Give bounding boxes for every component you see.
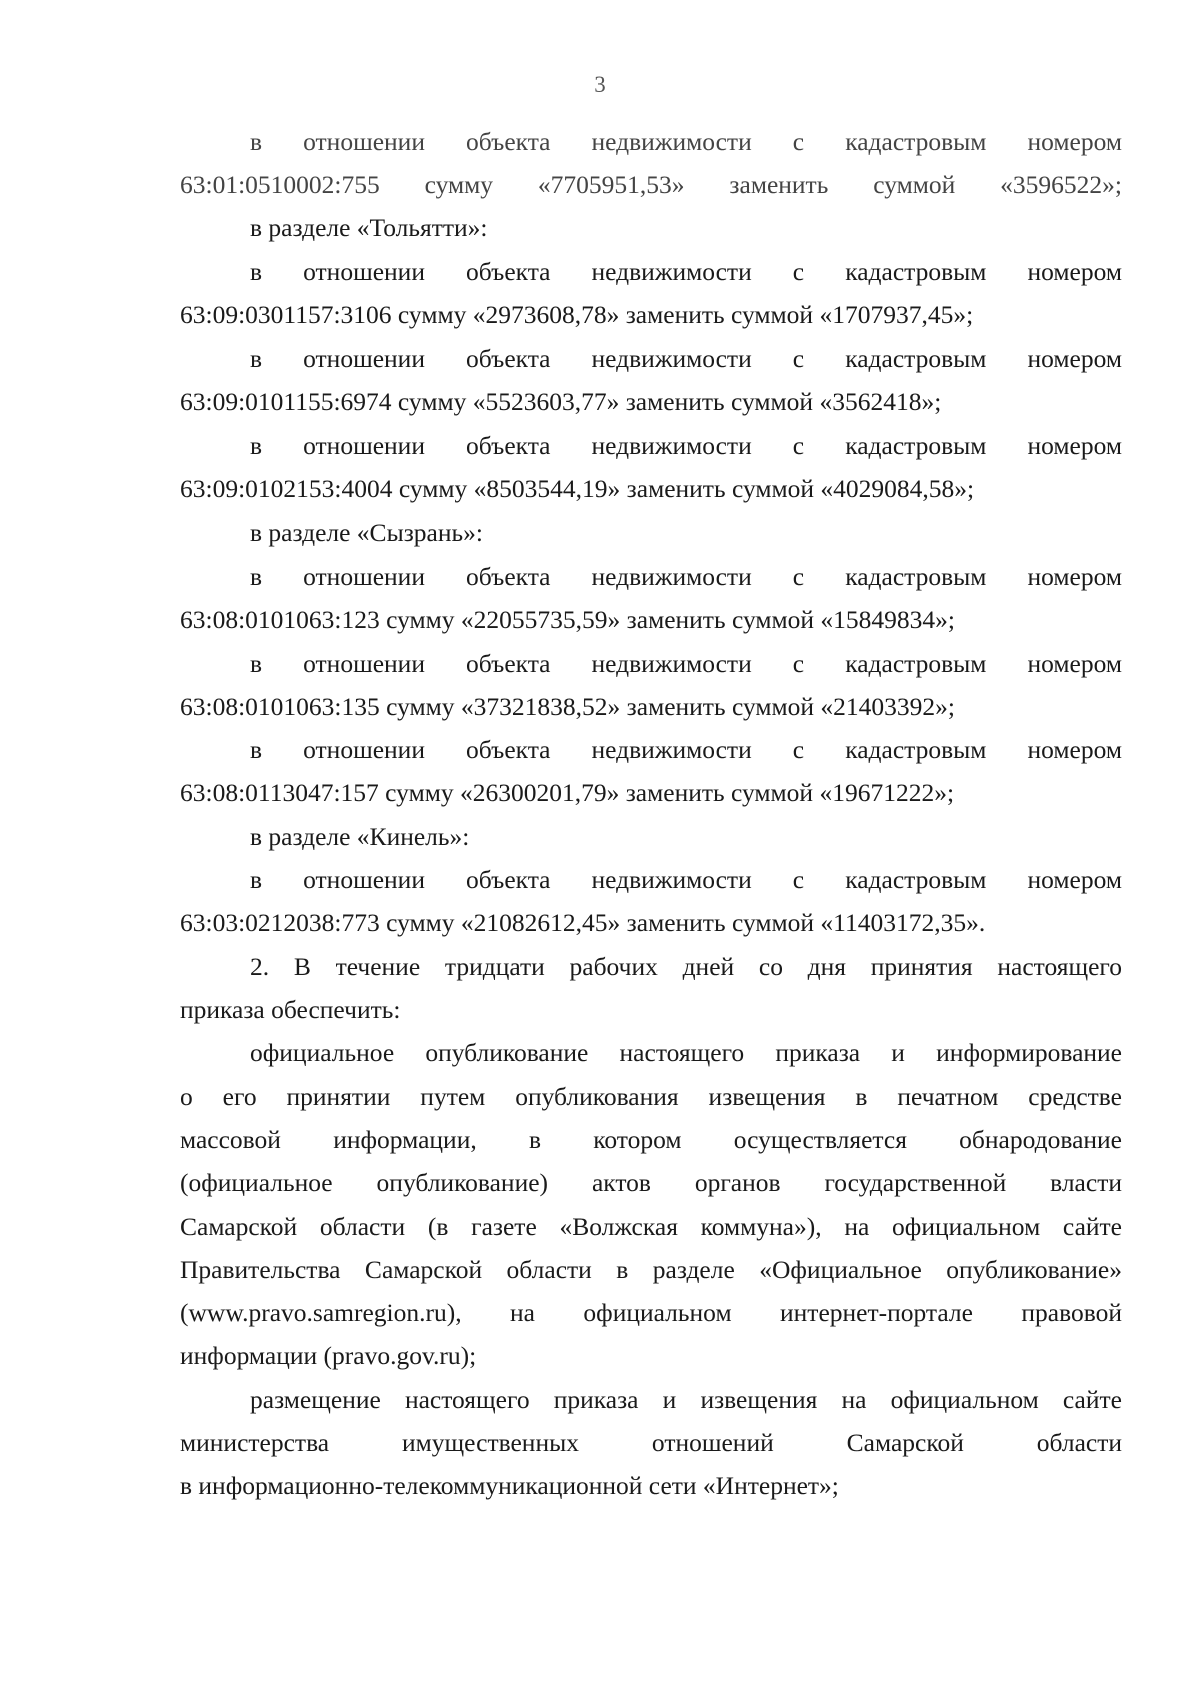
page-number: 3 [594,72,606,97]
text-line: в отношении объекта недвижимости с кадастровым номером [250,127,1122,156]
paragraph-2-line: 2. В течение тридцати рабочих дней со дня принятия настоящего [250,952,1122,981]
text-line: (www.pravo.samregion.ru), на официальном интернет-портале правовой [180,1298,1122,1327]
text-line: 63:09:0101155:6974 сумму «5523603,77» заменить суммой «3562418»; [180,387,942,416]
text-line: размещение настоящего приказа и извещения на официальном сайте [250,1385,1122,1414]
text-line: Правительства Самарской области в разделе «Официальное опубликование» [180,1255,1122,1284]
text-line: в отношении объекта недвижимости с кадастровым номером [250,431,1122,460]
text-line: официальное опубликование настоящего приказа и информирование [250,1038,1122,1067]
text-line: в отношении объекта недвижимости с кадастровым номером [250,562,1122,591]
text-line: приказа обеспечить: [180,995,401,1024]
text-line: 63:01:0510002:755 сумму «7705951,53» заменить суммой «3596522»; [180,170,1122,199]
text-line: Самарской области (в газете «Волжская коммуна»), на официальном сайте [180,1212,1122,1241]
text-line: 63:03:0212038:773 сумму «21082612,45» заменить суммой «11403172,35». [180,908,986,937]
text-line: информации (pravo.gov.ru); [180,1341,477,1370]
text-line: министерства имущественных отношений Самарской области [180,1428,1122,1457]
section-heading-togliatti: в разделе «Тольятти»: [250,213,488,242]
text-line: в отношении объекта недвижимости с кадастровым номером [250,865,1122,894]
text-line: в отношении объекта недвижимости с кадастровым номером [250,257,1122,286]
text-line: в отношении объекта недвижимости с кадастровым номером [250,649,1122,678]
text-line: в отношении объекта недвижимости с кадастровым номером [250,344,1122,373]
text-line: 63:08:0101063:123 сумму «22055735,59» заменить суммой «15849834»; [180,605,955,634]
text-line: 63:08:0101063:135 сумму «37321838,52» заменить суммой «21403392»; [180,692,955,721]
text-line: 63:09:0301157:3106 сумму «2973608,78» заменить суммой «1707937,45»; [180,300,974,329]
text-line: 63:08:0113047:157 сумму «26300201,79» заменить суммой «19671222»; [180,778,955,807]
text-line: в отношении объекта недвижимости с кадастровым номером [250,735,1122,764]
text-line: в информационно-телекоммуникационной сети «Интернет»; [180,1471,839,1500]
text-line: (официальное опубликование) актов органов государственной власти [180,1168,1122,1197]
text-line: массовой информации, в котором осуществляется обнародование [180,1125,1122,1154]
section-heading-kinel: в разделе «Кинель»: [250,822,470,851]
section-heading-syzran: в разделе «Сызрань»: [250,518,483,547]
text-line: о его принятии путем опубликования извещения в печатном средстве [180,1082,1122,1111]
text-line: 63:09:0102153:4004 сумму «8503544,19» заменить суммой «4029084,58»; [180,474,975,503]
